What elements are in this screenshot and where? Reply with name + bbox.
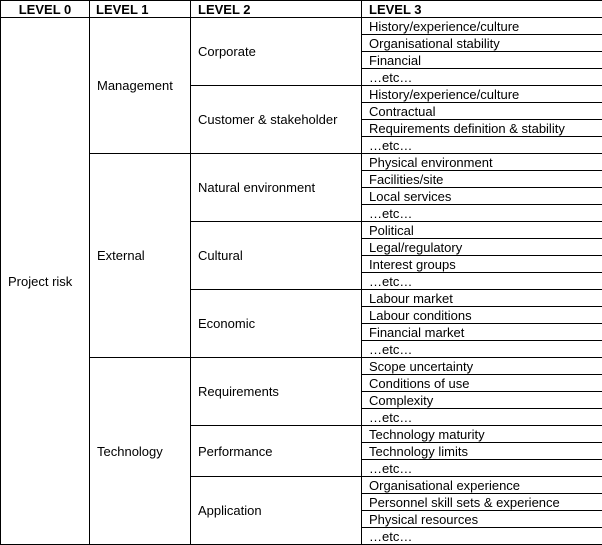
level3-cell: Organisational experience: [362, 477, 602, 494]
level1-cell: Management: [90, 18, 191, 154]
level2-cell: Economic: [191, 290, 362, 358]
table-row: [1, 18, 602, 35]
level3-cell: Financial market: [362, 324, 602, 341]
level3-cell: Contractual: [362, 103, 602, 120]
header-level-0: LEVEL 0: [1, 1, 90, 18]
table-row: [1, 154, 602, 171]
level3-cell: Organisational stability: [362, 35, 602, 52]
level3-cell: Labour market: [362, 290, 602, 307]
level2-cell: Customer & stakeholder: [191, 86, 362, 154]
level3-cell: Labour conditions: [362, 307, 602, 324]
level3-cell: Requirements definition & stability: [362, 120, 602, 137]
level1-cell: External: [90, 154, 191, 358]
level3-cell: History/experience/culture: [362, 18, 602, 35]
level3-cell: …etc…: [362, 341, 602, 358]
level3-cell: Physical environment: [362, 154, 602, 171]
level1-cell: Technology: [90, 358, 191, 545]
level3-cell: History/experience/culture: [362, 86, 602, 103]
level3-cell: Interest groups: [362, 256, 602, 273]
level3-cell: Conditions of use: [362, 375, 602, 392]
level2-cell: Corporate: [191, 18, 362, 86]
table-body: [1, 18, 602, 545]
header-level-1: LEVEL 1: [90, 1, 191, 18]
header-row: [1, 1, 602, 18]
level3-cell: Political: [362, 222, 602, 239]
level3-cell: …etc…: [362, 273, 602, 290]
header-level-3: LEVEL 3: [362, 1, 602, 18]
level3-cell: …etc…: [362, 460, 602, 477]
level2-cell: Cultural: [191, 222, 362, 290]
level0-cell: Project risk: [1, 18, 90, 545]
level3-cell: …etc…: [362, 409, 602, 426]
level3-cell: …etc…: [362, 69, 602, 86]
level3-cell: …etc…: [362, 205, 602, 222]
level3-cell: Technology maturity: [362, 426, 602, 443]
level3-cell: Personnel skill sets & experience: [362, 494, 602, 511]
level3-cell: Financial: [362, 52, 602, 69]
level3-cell: Legal/regulatory: [362, 239, 602, 256]
level3-cell: Local services: [362, 188, 602, 205]
header-level-2: LEVEL 2: [191, 1, 362, 18]
level3-cell: …etc…: [362, 137, 602, 154]
level3-cell: Technology limits: [362, 443, 602, 460]
level3-cell: …etc…: [362, 528, 602, 545]
level3-cell: Physical resources: [362, 511, 602, 528]
level2-cell: Requirements: [191, 358, 362, 426]
level3-cell: Facilities/site: [362, 171, 602, 188]
table-row: [1, 358, 602, 375]
level2-cell: Performance: [191, 426, 362, 477]
level3-cell: Complexity: [362, 392, 602, 409]
level3-cell: Scope uncertainty: [362, 358, 602, 375]
level2-cell: Natural environment: [191, 154, 362, 222]
level2-cell: Application: [191, 477, 362, 545]
